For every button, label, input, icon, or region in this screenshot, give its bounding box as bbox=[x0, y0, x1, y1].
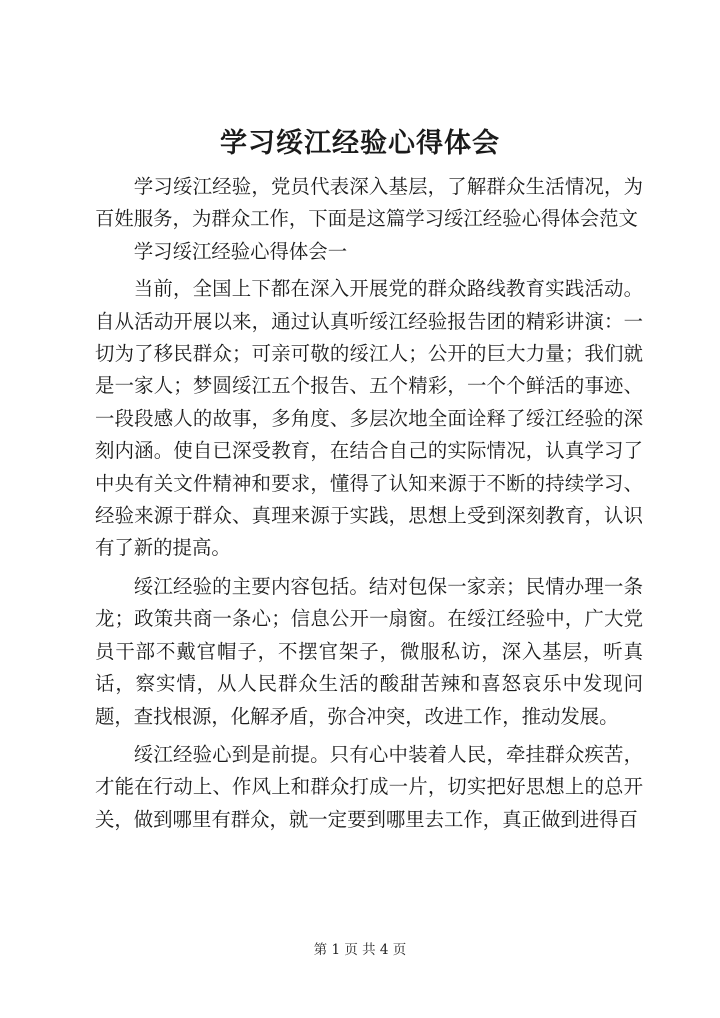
body-paragraph: 绥江经验的主要内容包括。结对包保一家亲；民情办理一条龙；政策共商一条心；信息公开一扇窗。在绥江经验中，广大党员干部不戴官帽子，不摆官架子，微服私访，深入基层，听真话，察实情，从人民群众生活的酸甜苦辣和喜怒哀乐中发现问题，查找根源，化解矛盾，弥合冲突，改进工作，推动发展。 bbox=[95, 574, 643, 728]
page-number-footer: 第 1 页 共 4 页 bbox=[313, 942, 407, 958]
document-title: 学习绥江经验心得体会 bbox=[220, 128, 500, 159]
body-paragraph: 绥江经验心到是前提。只有心中装着人民，牵挂群众疾苦，才能在行动上、作风上和群众打成一片，切实把好思想上的总开关，做到哪里有群众，就一定要到哪里去工作，真正做到进得百 bbox=[95, 742, 643, 831]
section-heading: 学习绥江经验心得体会一 bbox=[133, 239, 348, 263]
intro-paragraph: 学习绥江经验，党员代表深入基层，了解群众生活情况，为百姓服务，为群众工作，下面是这篇学习绥江经验心得体会范文 bbox=[95, 175, 643, 231]
body-paragraph: 当前，全国上下都在深入开展党的群众路线教育实践活动。自从活动开展以来，通过认真听绥江经验报告团的精彩讲演：一切为了移民群众；可亲可敬的绥江人；公开的巨大力量；我们就是一家人；梦圆绥江五个报告、五个精彩，一个个鲜活的事迹、一段段感人的故事，多角度、多层次地全面诠释了绥江经验的深刻内涵。使自已深受教育，在结合自己的实际情况，认真学习了中央有关文件精神和要求，懂得了认知来源于不断的持续学习、经验来源于群众、真理来源于实践，思想上受到深刻教育，认识有了新的提高。 bbox=[95, 277, 643, 560]
document-body bbox=[95, 171, 643, 836]
